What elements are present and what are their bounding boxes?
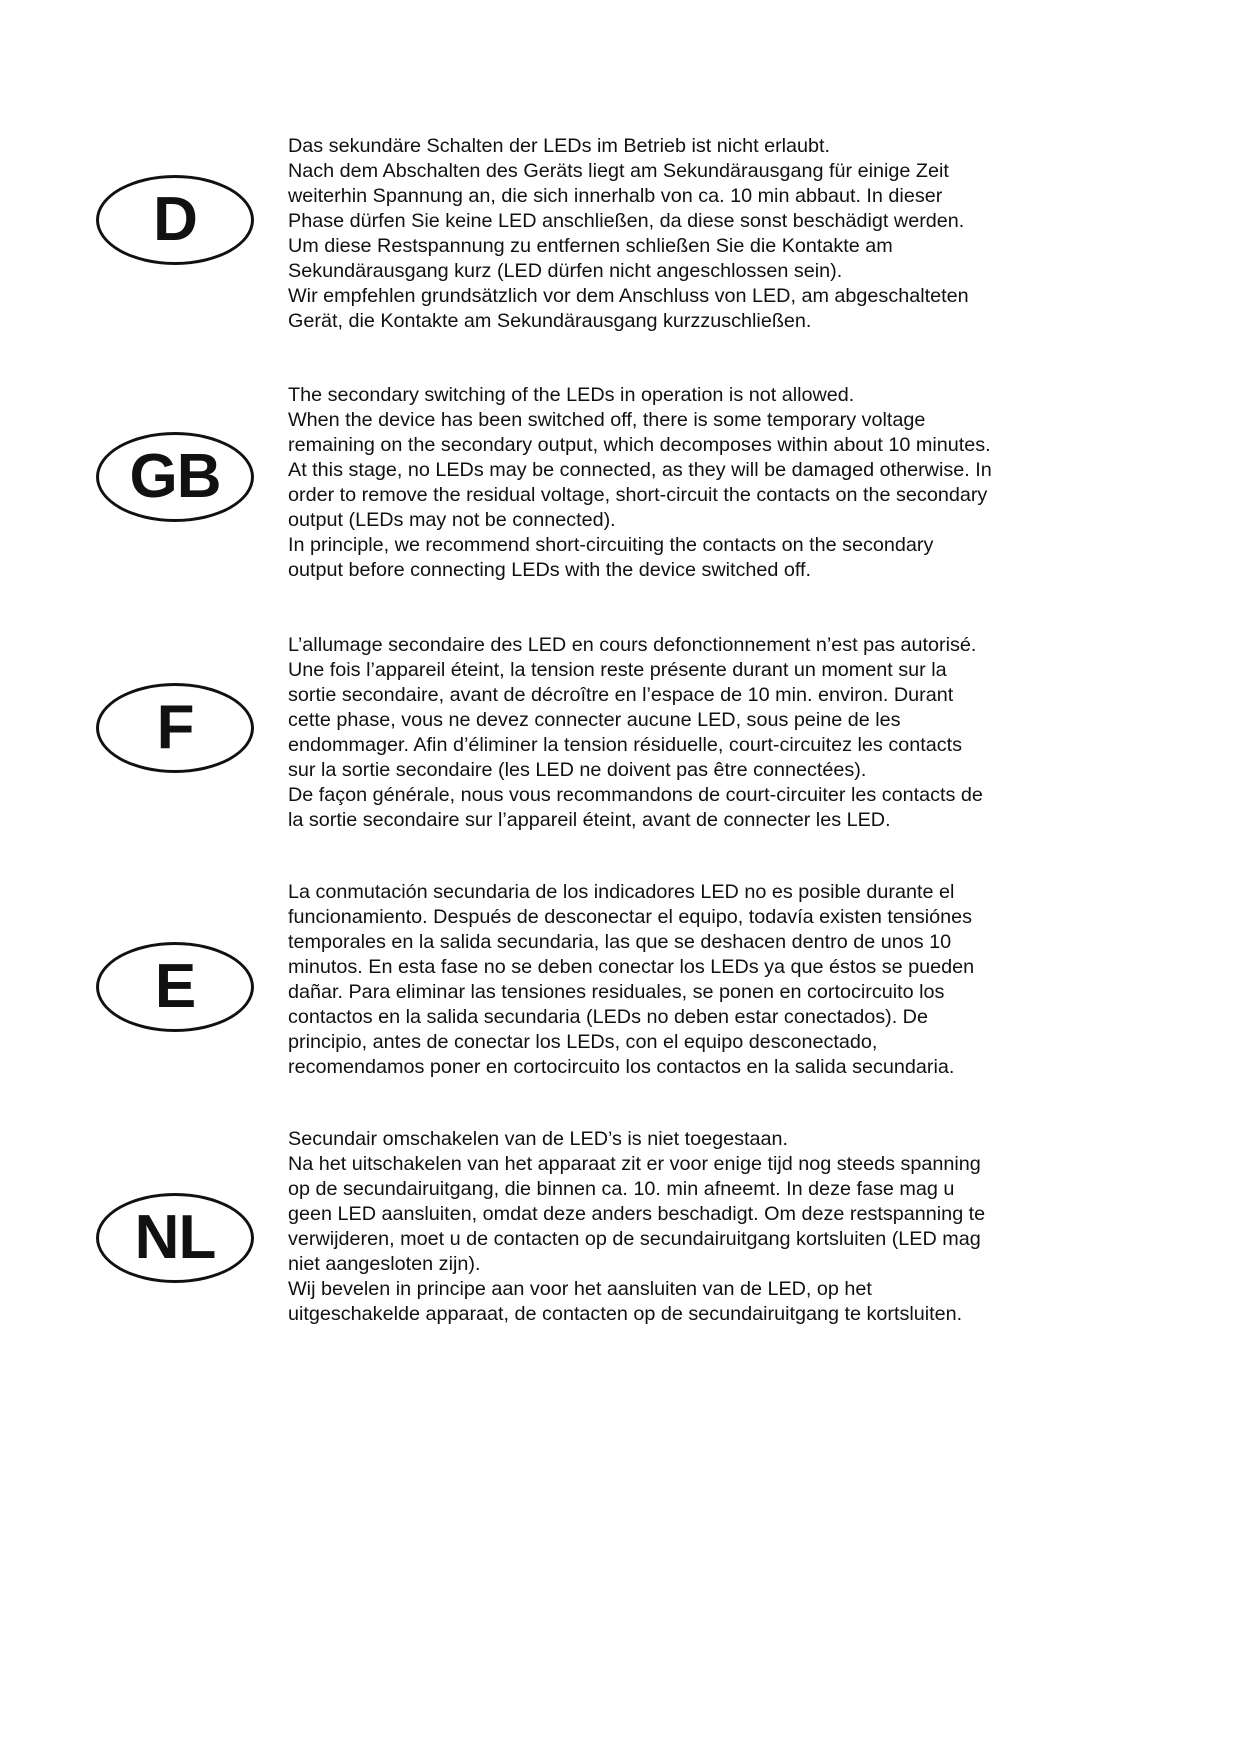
text-line: temporales en la salida secundaria, las que se deshacen dentro de unos 10: [288, 931, 952, 953]
text-line: output before connecting LEDs with the device switched off.: [288, 559, 812, 581]
text-line: cette phase, vous ne devez connecter aucune LED, sous peine de les: [288, 709, 901, 731]
text-line: geen LED aansluiten, omdat deze anders beschadigt. Om deze restspanning te: [288, 1203, 986, 1225]
text-line: la sortie secondaire sur l’appareil éteint, avant de connecter les LED.: [288, 809, 891, 831]
text-line: Nach dem Abschalten des Geräts liegt am Sekundärausgang für einige Zeit: [288, 160, 949, 182]
country-badge-f: F: [96, 683, 254, 773]
country-badge-e: E: [96, 942, 254, 1032]
country-badge-nl: NL: [96, 1193, 254, 1283]
text-line: order to remove the residual voltage, short-circuit the contacts on the secondary: [288, 484, 988, 506]
text-line: niet aangesloten zijn).: [288, 1253, 481, 1275]
text-line: Sekundärausgang kurz (LED dürfen nicht angeschlossen sein).: [288, 260, 843, 282]
text-line: dañar. Para eliminar las tensiones residuales, se ponen en cortocircuito los: [288, 981, 945, 1003]
country-badge-d: D: [96, 175, 254, 265]
text-line: remaining on the secondary output, which decomposes within about 10 minutes.: [288, 434, 991, 456]
text-line: sortie secondaire, avant de décroître en l’espace de 10 min. environ. Durant: [288, 684, 954, 706]
text-line: De façon générale, nous vous recommandons de court-circuiter les contacts de: [288, 784, 983, 806]
text-line: op de secundairuitgang, die binnen ca. 10. min afneemt. In deze fase mag u: [288, 1178, 955, 1200]
paragraph-nl: [288, 1127, 1078, 1327]
paragraph-gb: [288, 383, 1078, 583]
text-line: L’allumage secondaire des LED en cours defonctionnement n’est pas autorisé.: [288, 634, 977, 656]
paragraph-es: [288, 880, 1078, 1080]
text-line: La conmutación secundaria de los indicadores LED no es posible durante el: [288, 881, 955, 903]
text-line: principio, antes de conectar los LEDs, con el equipo desconectado,: [288, 1031, 878, 1053]
text-line: funcionamiento. Después de desconectar el equipo, todavía existen tensiónes: [288, 906, 972, 928]
text-line: minutos. En esta fase no se deben conectar los LEDs ya que éstos se pueden: [288, 956, 975, 978]
text-line: Na het uitschakelen van het apparaat zit er voor enige tijd nog steeds spanning: [288, 1153, 981, 1175]
text-line: uitgeschakelde apparaat, de contacten op de secundairuitgang te kortsluiten.: [288, 1303, 963, 1325]
country-badge-gb: GB: [96, 432, 254, 522]
text-line: weiterhin Spannung an, die sich innerhalb von ca. 10 min abbaut. In dieser: [288, 185, 943, 207]
text-line: Wij bevelen in principe aan voor het aansluiten van de LED, op het: [288, 1278, 872, 1300]
text-line: The secondary switching of the LEDs in operation is not allowed.: [288, 384, 855, 406]
text-line: Une fois l’appareil éteint, la tension reste présente durant un moment sur la: [288, 659, 947, 681]
text-line: Das sekundäre Schalten der LEDs im Betrieb ist nicht erlaubt.: [288, 135, 831, 157]
text-line: recomendamos poner en cortocircuito los contactos en la salida secundaria.: [288, 1056, 955, 1078]
text-line: sur la sortie secondaire (les LED ne doivent pas être connectées).: [288, 759, 867, 781]
text-line: Secundair omschakelen van de LED’s is niet toegestaan.: [288, 1128, 788, 1150]
paragraph-de: [288, 134, 1078, 334]
paragraph-fr: [288, 633, 1078, 833]
text-line: In principle, we recommend short-circuiting the contacts on the secondary: [288, 534, 934, 556]
text-line: verwijderen, moet u de contacten op de secundairuitgang kortsluiten (LED mag: [288, 1228, 981, 1250]
text-line: contactos en la salida secundaria (LEDs no deben estar conectados). De: [288, 1006, 928, 1028]
text-line: Wir empfehlen grundsätzlich vor dem Anschluss von LED, am abgeschalteten: [288, 285, 969, 307]
text-line: Phase dürfen Sie keine LED anschließen, da diese sonst beschädigt werden.: [288, 210, 965, 232]
text-line: Um diese Restspannung zu entfernen schließen Sie die Kontakte am: [288, 235, 893, 257]
text-line: endommager. Afin d’éliminer la tension résiduelle, court-circuitez les contacts: [288, 734, 962, 756]
text-line: Gerät, die Kontakte am Sekundärausgang kurzzuschließen.: [288, 310, 812, 332]
text-line: output (LEDs may not be connected).: [288, 509, 616, 531]
text-line: At this stage, no LEDs may be connected, as they will be damaged otherwise. In: [288, 459, 992, 481]
text-line: When the device has been switched off, there is some temporary voltage: [288, 409, 926, 431]
